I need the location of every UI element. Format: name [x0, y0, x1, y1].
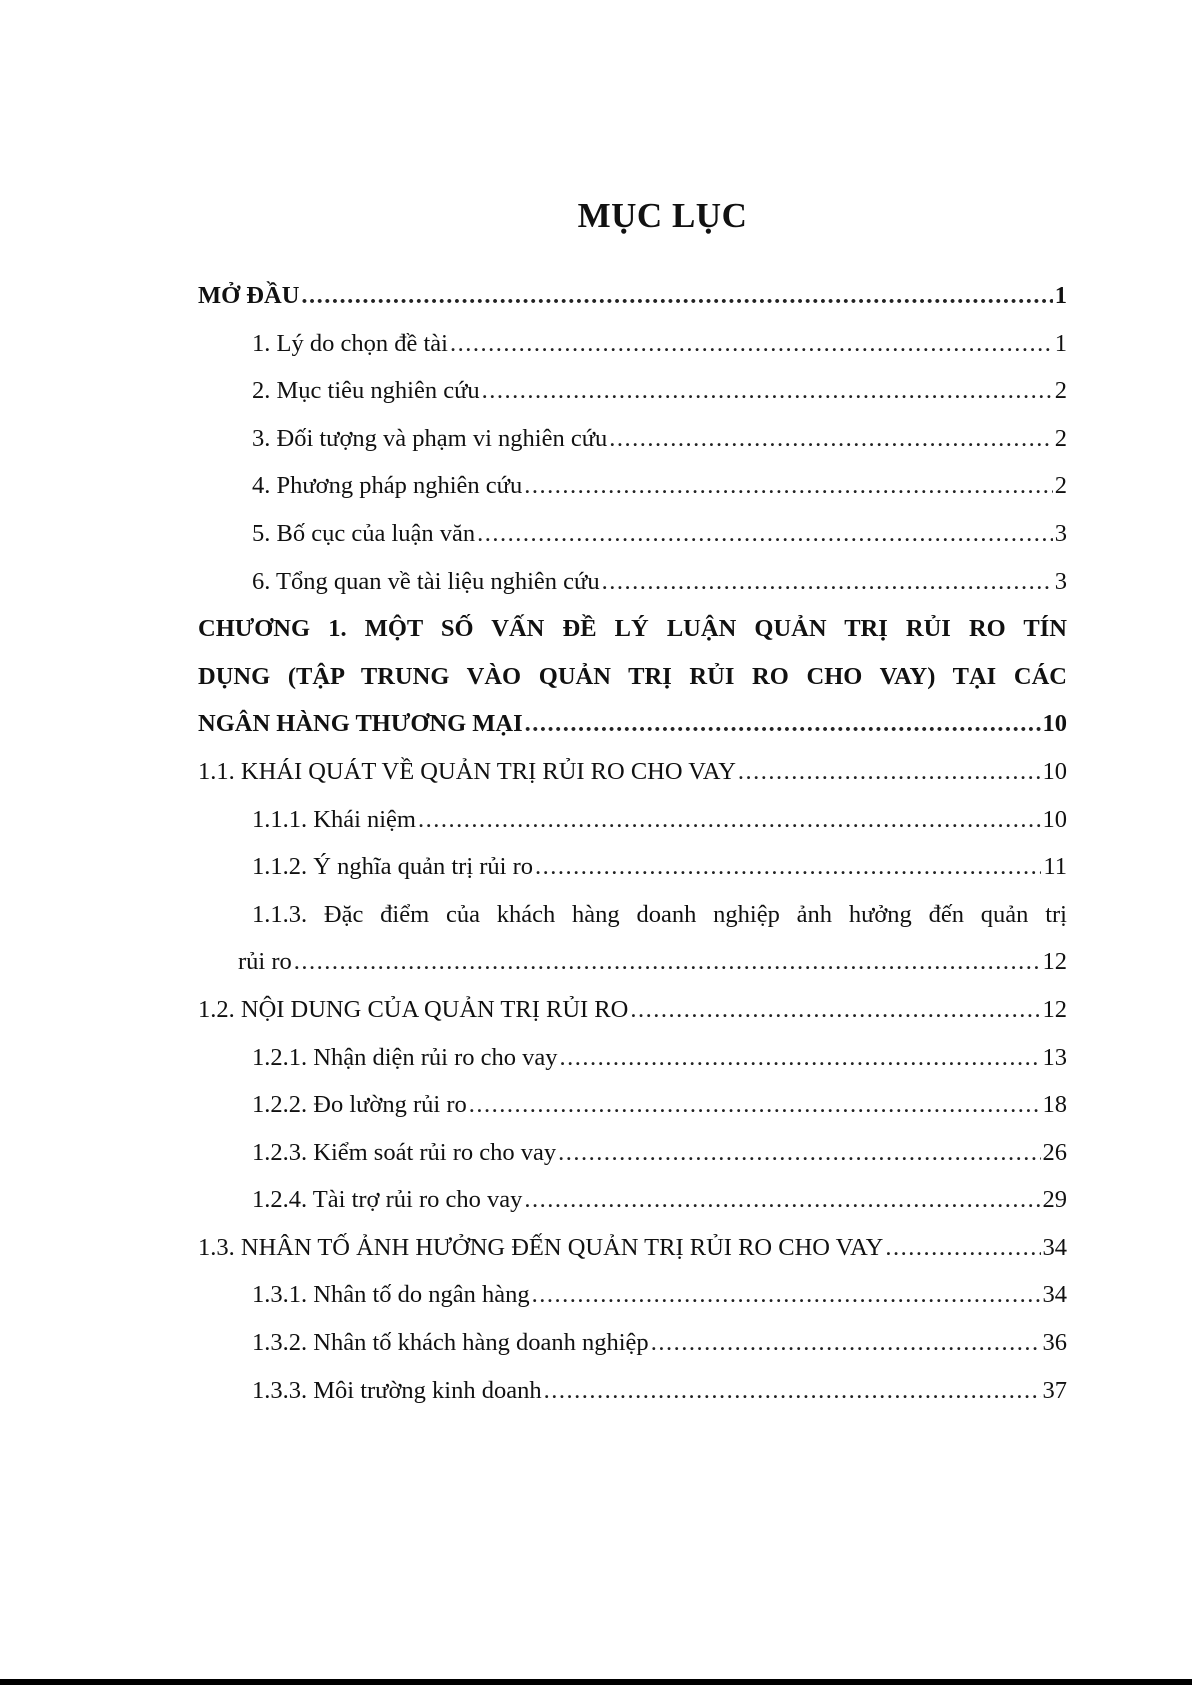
toc-entry-text: 1.2.2. Đo lường rủi ro [252, 1091, 467, 1119]
toc-entry-text: 1.3.2. Nhân tố khách hàng doanh nghiệp [252, 1329, 649, 1357]
toc-leader-dots [301, 272, 1052, 320]
toc-leader-dots [418, 796, 1041, 844]
toc-page-number: 2 [1054, 377, 1067, 405]
toc-page-number: 12 [1042, 995, 1067, 1023]
toc-leader-dots [450, 320, 1053, 368]
toc-entry-text: 6. Tổng quan về tài liệu nghiên cứu [252, 567, 600, 595]
toc-entry-ly-do[interactable] [198, 320, 1067, 368]
toc-leader-dots [469, 1081, 1041, 1129]
toc-page-number: 10 [1042, 710, 1067, 738]
toc-entry-mo-dau[interactable] [198, 272, 1067, 320]
toc-page-number: 3 [1054, 567, 1067, 595]
toc-entry-1-3-3[interactable] [198, 1367, 1067, 1415]
toc-leader-dots [477, 510, 1053, 558]
toc-entry-text-line: NGÂN HÀNG THƯƠNG MẠI [198, 710, 523, 738]
toc-entry-1-2-1[interactable] [198, 1034, 1067, 1082]
toc-page-number: 10 [1042, 757, 1067, 785]
toc-leader-dots [885, 1224, 1040, 1272]
toc-leader-dots [544, 1367, 1041, 1415]
toc-leader-dots [525, 700, 1041, 748]
toc-entry-1-3-1[interactable] [198, 1271, 1067, 1319]
toc-entry-muc-tieu[interactable] [198, 367, 1067, 415]
page-title: MỤC LỤC [577, 196, 748, 235]
toc-leader-dots [532, 1271, 1041, 1319]
toc-leader-dots [535, 843, 1041, 891]
toc-entry-text-line: 1.1.3. Đặc điểm của khách hàng doanh nghiệp ảnh hưởng đến quản trị [252, 900, 1067, 928]
toc-leader-dots [294, 938, 1041, 986]
toc-entry-1-3[interactable] [198, 1224, 1067, 1272]
toc-entry-phuong-phap[interactable] [198, 462, 1067, 510]
toc-entry-text-line: DỤNG (TẬP TRUNG VÀO QUẢN TRỊ RỦI RO CHO VAY) TẠI CÁC [198, 662, 1067, 690]
toc-page-number: 34 [1042, 1233, 1067, 1261]
toc-entry-doi-tuong[interactable] [198, 415, 1067, 463]
toc-entry-1-1-1[interactable] [198, 796, 1067, 844]
toc-entry-text-line: rủi ro [238, 948, 292, 976]
toc-entry-text: 1.1. KHÁI QUÁT VỀ QUẢN TRỊ RỦI RO CHO VAY [198, 757, 736, 785]
toc-entry-text: 1.3.1. Nhân tố do ngân hàng [252, 1281, 530, 1309]
toc-entry-text: 1.1.2. Ý nghĩa quản trị rủi ro [252, 853, 534, 881]
toc-entry-1-1-3[interactable] [198, 891, 1067, 986]
toc-entry-1-2[interactable] [198, 986, 1067, 1034]
toc-entry-1-3-2[interactable] [198, 1319, 1067, 1367]
toc-entry-text: 1.2.3. Kiểm soát rủi ro cho vay [252, 1138, 557, 1166]
toc-entry-text: 4. Phương pháp nghiên cứu [252, 472, 523, 500]
toc-leader-dots [482, 367, 1053, 415]
toc-page-number: 18 [1042, 1091, 1067, 1119]
toc-leader-dots [524, 1176, 1040, 1224]
toc-page-number: 10 [1042, 805, 1067, 833]
toc-entry-text: 3. Đối tượng và phạm vi nghiên cứu [252, 424, 608, 452]
toc-entry-text: 1.3. NHÂN TỐ ẢNH HƯỞNG ĐẾN QUẢN TRỊ RỦI RO CHO VAY [198, 1233, 884, 1261]
toc-leader-dots [651, 1319, 1041, 1367]
toc-leader-dots [524, 462, 1053, 510]
toc-page-number: 11 [1043, 853, 1067, 881]
toc-page-number: 36 [1042, 1329, 1067, 1357]
bottom-edge-bar [0, 1679, 1192, 1685]
toc-page-number: 29 [1042, 1186, 1067, 1214]
toc-entry-1-2-2[interactable] [198, 1081, 1067, 1129]
toc-page-number: 3 [1054, 519, 1067, 547]
table-of-contents [198, 272, 1067, 1414]
toc-entry-text: 2. Mục tiêu nghiên cứu [252, 377, 480, 405]
toc-leader-dots [560, 1034, 1041, 1082]
toc-page-number: 34 [1042, 1281, 1067, 1309]
toc-entry-text: 1.1.1. Khái niệm [252, 805, 416, 833]
toc-page-number: 1 [1054, 329, 1067, 357]
toc-entry-text-line: CHƯƠNG 1. MỘT SỐ VẤN ĐỀ LÝ LUẬN QUẢN TRỊ RỦI RO TÍN [198, 615, 1067, 643]
toc-page-number: 2 [1054, 424, 1067, 452]
toc-entry-text: 1. Lý do chọn đề tài [252, 329, 448, 357]
toc-leader-dots [609, 415, 1053, 463]
toc-entry-1-2-4[interactable] [198, 1176, 1067, 1224]
toc-entry-1-1[interactable] [198, 748, 1067, 796]
toc-entry-text: 1.3.3. Môi trường kinh doanh [252, 1376, 542, 1404]
toc-leader-dots [602, 558, 1053, 606]
toc-entry-text: 5. Bố cục của luận văn [252, 519, 476, 547]
toc-page-number: 26 [1042, 1138, 1067, 1166]
toc-page-number: 1 [1054, 282, 1067, 309]
toc-entry-1-1-2[interactable] [198, 843, 1067, 891]
toc-entry-1-2-3[interactable] [198, 1129, 1067, 1177]
toc-entry-text: MỞ ĐẦU [198, 282, 300, 309]
toc-page-number: 12 [1042, 948, 1067, 976]
toc-page-number: 13 [1042, 1043, 1067, 1071]
toc-entry-tong-quan[interactable] [198, 558, 1067, 606]
toc-entry-text: 1.2.4. Tài trợ rủi ro cho vay [252, 1186, 523, 1214]
toc-entry-bo-cuc[interactable] [198, 510, 1067, 558]
toc-page-number: 37 [1042, 1376, 1067, 1404]
toc-page-number: 2 [1054, 472, 1067, 500]
toc-entry-text: 1.2. NỘI DUNG CỦA QUẢN TRỊ RỦI RO [198, 995, 629, 1023]
toc-leader-dots [738, 748, 1041, 796]
toc-entry-chuong-1[interactable] [198, 605, 1067, 748]
toc-entry-text: 1.2.1. Nhận diện rủi ro cho vay [252, 1043, 558, 1071]
toc-leader-dots [630, 986, 1040, 1034]
toc-leader-dots [558, 1129, 1040, 1177]
